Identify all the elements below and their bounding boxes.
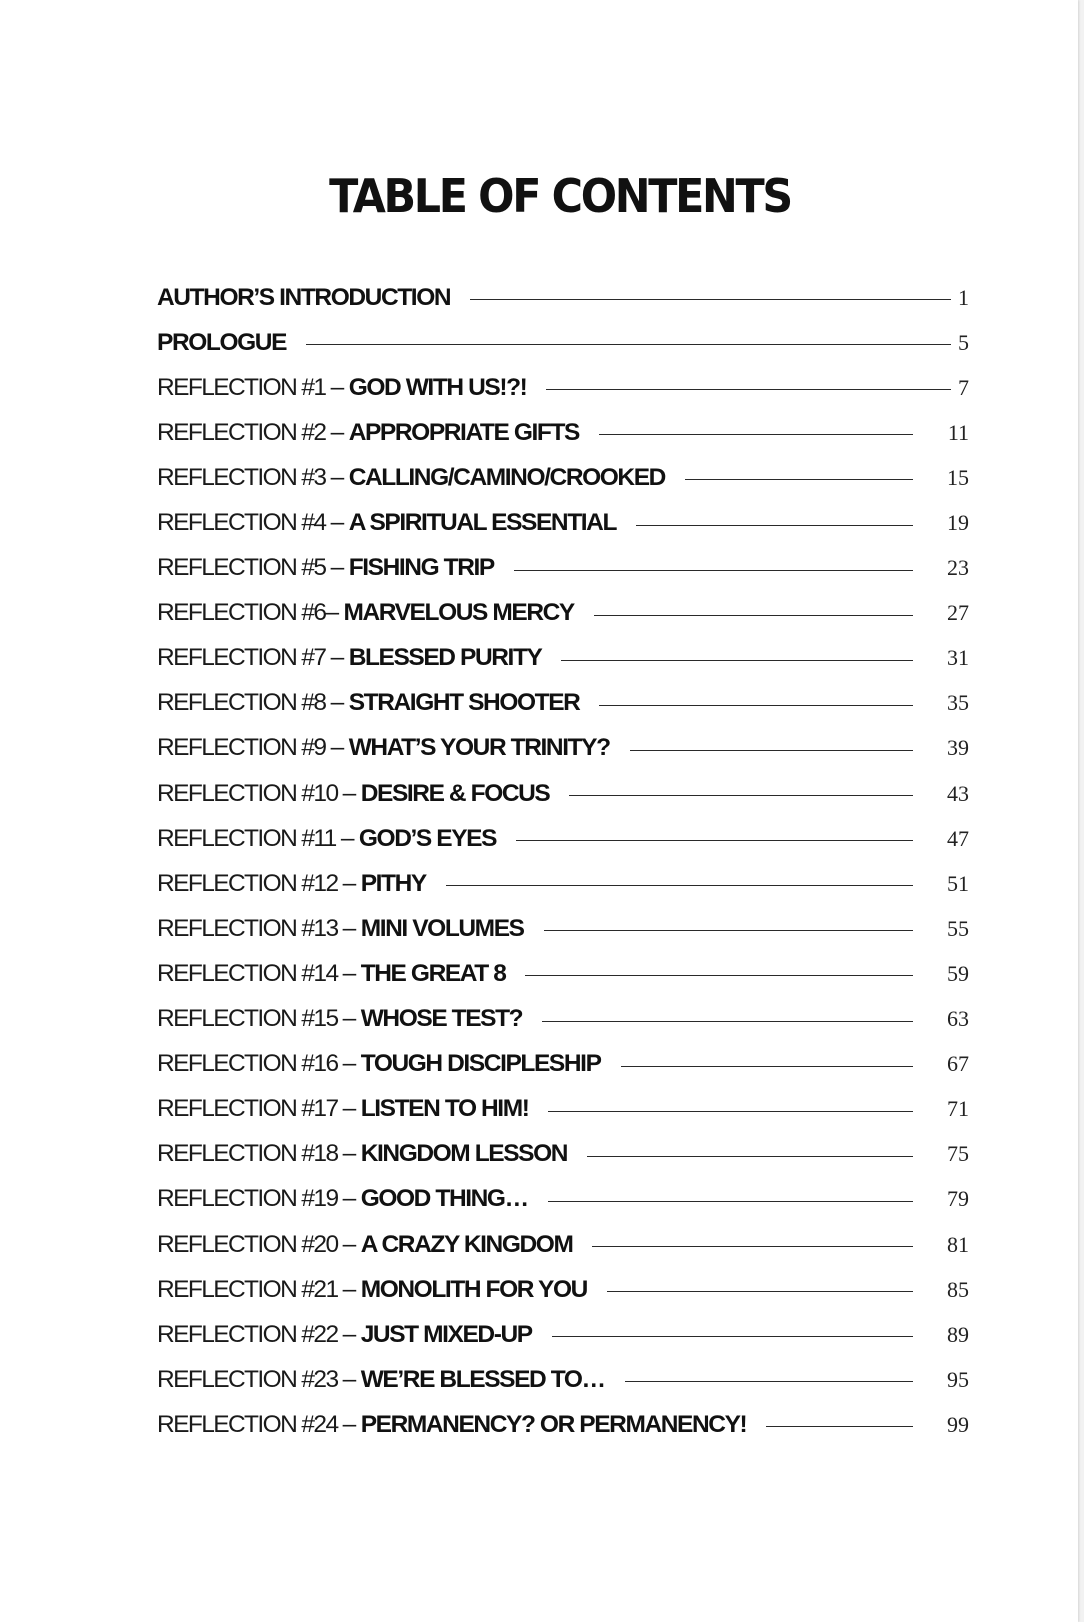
entry-title: MINI VOLUMES [360, 914, 524, 942]
page-number: 95 [947, 1366, 969, 1392]
page-number: 23 [947, 555, 969, 581]
toc-entry[interactable] [157, 726, 969, 771]
entry-prefix: REFLECTION #13 – [157, 914, 355, 942]
entry-title: DESIRE & FOCUS [360, 779, 550, 807]
toc-entry[interactable] [157, 1177, 969, 1222]
toc-entry[interactable] [157, 681, 969, 726]
page-number: 75 [947, 1141, 969, 1167]
leader-line [594, 615, 913, 616]
entry-prefix: REFLECTION #5 – [157, 554, 343, 582]
page-number: 99 [947, 1411, 969, 1437]
entry-title: PITHY [360, 869, 426, 897]
entry-prefix: REFLECTION #8 – [157, 689, 343, 717]
entry-title: GOD WITH US!?! [348, 373, 527, 401]
leader-line [446, 885, 913, 886]
entry-title: MARVELOUS MERCY [343, 599, 574, 627]
toc-entry[interactable] [157, 455, 969, 500]
entry-title: THE GREAT 8 [360, 959, 506, 987]
page-number: 7 [958, 374, 969, 400]
entry-prefix: REFLECTION #24 – [157, 1410, 355, 1438]
page-number: 55 [947, 915, 969, 941]
leader-line [546, 389, 951, 390]
entry-prefix: REFLECTION #11 – [157, 824, 353, 852]
toc-entry[interactable] [157, 320, 969, 365]
toc-entry[interactable] [157, 500, 969, 545]
toc-entry[interactable] [157, 1132, 969, 1177]
leader-line [548, 1201, 913, 1202]
page-number: 51 [947, 870, 969, 896]
leader-line [552, 1336, 913, 1337]
page-number: 67 [947, 1051, 969, 1077]
toc-entry[interactable] [157, 1042, 969, 1087]
entry-prefix: REFLECTION #6– [157, 599, 338, 627]
toc-entry[interactable] [157, 546, 969, 591]
entry-prefix: REFLECTION #18 – [157, 1140, 355, 1168]
entry-title: PERMANENCY? OR PERMANENCY! [360, 1410, 747, 1438]
entry-title: MONOLITH FOR YOU [360, 1275, 587, 1303]
entry-title: TOUGH DISCIPLESHIP [360, 1050, 601, 1078]
page-number: 59 [947, 960, 969, 986]
entry-prefix: REFLECTION #3 – [157, 463, 343, 491]
page-number: 1 [958, 284, 969, 310]
page-number: 79 [947, 1186, 969, 1212]
entry-prefix: REFLECTION #4 – [157, 509, 343, 537]
entry-prefix: REFLECTION #10 – [157, 779, 355, 807]
leader-line [306, 344, 951, 345]
page-number: 81 [947, 1231, 969, 1257]
leader-line [636, 525, 913, 526]
leader-line [544, 930, 913, 931]
toc-entry[interactable] [157, 636, 969, 681]
page-number: 11 [947, 419, 969, 445]
entry-prefix: REFLECTION #23 – [157, 1365, 355, 1393]
leader-line [685, 479, 913, 480]
entry-prefix: REFLECTION #15 – [157, 1005, 355, 1033]
entry-title: FISHING TRIP [348, 554, 494, 582]
entry-prefix: REFLECTION #21 – [157, 1275, 355, 1303]
toc-entry[interactable] [157, 1312, 969, 1357]
toc-entry[interactable] [157, 816, 969, 861]
leader-line [766, 1426, 913, 1427]
toc-entry[interactable] [157, 997, 969, 1042]
entry-prefix: REFLECTION #7 – [157, 644, 343, 672]
leader-line [561, 660, 913, 661]
page-number: 31 [947, 645, 969, 671]
page-number: 89 [947, 1321, 969, 1347]
page-number: 27 [947, 600, 969, 626]
toc-entry[interactable] [157, 365, 969, 410]
leader-line [621, 1066, 913, 1067]
entry-prefix: REFLECTION #12 – [157, 869, 355, 897]
leader-line [587, 1156, 913, 1157]
leader-line [514, 570, 913, 571]
leader-line [607, 1291, 913, 1292]
toc-entry[interactable] [157, 1087, 969, 1132]
entry-prefix: REFLECTION #16 – [157, 1050, 355, 1078]
leader-line [592, 1246, 913, 1247]
entry-title: LISTEN TO HIM! [360, 1095, 529, 1123]
leader-line [625, 1381, 913, 1382]
toc-entry[interactable] [157, 1402, 969, 1447]
entry-prefix: REFLECTION #14 – [157, 959, 355, 987]
leader-line [470, 299, 951, 300]
leader-line [516, 840, 913, 841]
leader-line [525, 975, 913, 976]
entry-title: CALLING/CAMINO/CROOKED [348, 463, 665, 491]
page-number: 85 [947, 1276, 969, 1302]
entry-title: WE’RE BLESSED TO… [360, 1365, 605, 1393]
page-number: 71 [947, 1096, 969, 1122]
toc-entry[interactable] [157, 861, 969, 906]
leader-line [569, 795, 913, 796]
entry-title: A SPIRITUAL ESSENTIAL [348, 509, 617, 537]
entry-prefix: REFLECTION #1 – [157, 373, 343, 401]
entry-title: WHOSE TEST? [360, 1005, 523, 1033]
entry-title: AUTHOR’S INTRODUCTION [157, 283, 451, 311]
entry-title: JUST MIXED-UP [360, 1320, 532, 1348]
toc-entry[interactable] [157, 591, 969, 636]
leader-line [599, 705, 913, 706]
page-number: 43 [947, 780, 969, 806]
entry-title: PROLOGUE [157, 328, 287, 356]
page-title: TABLE OF CONTENTS [329, 169, 791, 223]
entry-title: WHAT’S YOUR TRINITY? [348, 734, 610, 762]
page-number: 19 [947, 510, 969, 536]
toc-entry[interactable] [157, 1357, 969, 1402]
page-number: 35 [947, 690, 969, 716]
entry-title: GOD’S EYES [358, 824, 497, 852]
entry-title: A CRAZY KINGDOM [360, 1230, 573, 1258]
page-number: 15 [947, 464, 969, 490]
entry-title: GOOD THING… [360, 1185, 528, 1213]
toc-entry[interactable] [157, 275, 969, 320]
leader-line [630, 750, 913, 751]
toc-entry[interactable] [157, 951, 969, 996]
page-number: 63 [947, 1006, 969, 1032]
leader-line [542, 1021, 913, 1022]
entry-title: APPROPRIATE GIFTS [348, 418, 579, 446]
page-number: 5 [958, 329, 969, 355]
entry-title: BLESSED PURITY [348, 644, 542, 672]
toc-entry[interactable] [157, 771, 969, 816]
toc-entry[interactable] [157, 1222, 969, 1267]
entry-prefix: REFLECTION #17 – [157, 1095, 355, 1123]
leader-line [548, 1111, 913, 1112]
entry-prefix: REFLECTION #9 – [157, 734, 343, 762]
toc-entry[interactable] [157, 410, 969, 455]
toc-list [157, 275, 969, 1447]
entry-prefix: REFLECTION #20 – [157, 1230, 355, 1258]
toc-entry[interactable] [157, 1267, 969, 1312]
page-number: 47 [947, 825, 969, 851]
page-number: 39 [947, 735, 969, 761]
toc-entry[interactable] [157, 906, 969, 951]
entry-prefix: REFLECTION #19 – [157, 1185, 355, 1213]
entry-prefix: REFLECTION #2 – [157, 418, 343, 446]
entry-prefix: REFLECTION #22 – [157, 1320, 355, 1348]
entry-title: STRAIGHT SHOOTER [348, 689, 580, 717]
entry-title: KINGDOM LESSON [360, 1140, 568, 1168]
leader-line [599, 434, 913, 435]
